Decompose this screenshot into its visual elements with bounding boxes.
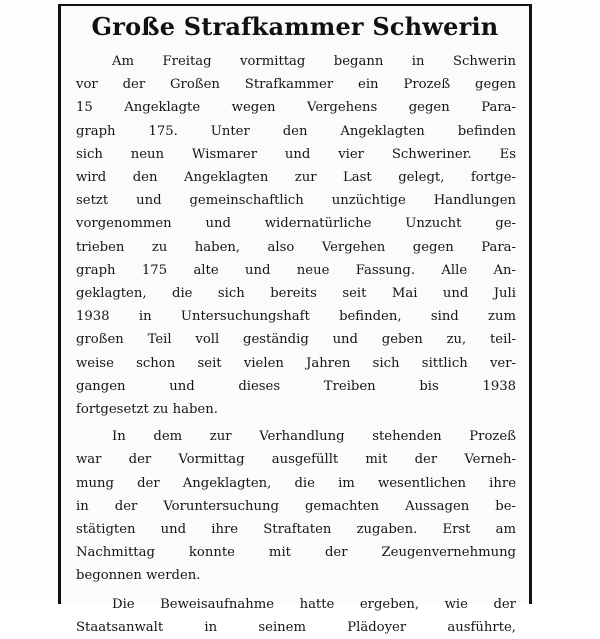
text-line: stätigten und ihre Straftaten zugaben. Erst am [76, 522, 516, 538]
text-line: fortgesetzt zu haben. [76, 402, 218, 418]
text-line: begonnen werden. [76, 568, 201, 584]
article-paragraph-1 [76, 50, 516, 421]
text-line: großen Teil voll geständig und geben zu, teil- [76, 332, 516, 348]
text-line: mung der Angeklagten, die im wesentlichen ihre [76, 475, 516, 491]
text-line: war der Vormittag ausgefüllt mit der Verneh- [76, 452, 516, 468]
text-line: Die Beweisaufnahme hatte ergeben, wie der [112, 596, 516, 612]
text-line: In dem zur Verhandlung stehenden Prozeß [112, 429, 516, 445]
text-line: vor der Großen Strafkammer ein Prozeß gegen [76, 77, 516, 93]
article-body [76, 50, 516, 639]
newspaper-article [64, 4, 526, 635]
text-line: Nachmittag konnte mit der Zeugenvernehmung [76, 545, 516, 561]
text-line: in der Voruntersuchung gemachten Aussagen be- [76, 498, 516, 514]
text-line: setzt und gemeinschaftlich unzüchtige Handlungen [76, 193, 516, 209]
text-line: wird den Angeklagten zur Last gelegt, fortge- [76, 170, 516, 186]
article-headline: Große Strafkammer Schwerin [91, 12, 499, 41]
text-line: graph 175. Unter den Angeklagten befinden [76, 123, 516, 139]
text-line: 15 Angeklagte wegen Vergehens gegen Para- [76, 100, 516, 116]
text-line: 1938 in Untersuchungshaft befinden, sind zum [76, 309, 516, 325]
text-line: sich neun Wismarer und vier Schweriner. Es [76, 146, 516, 162]
text-line: Am Freitag vormittag begann in Schwerin [112, 54, 516, 69]
article-paragraph-3 [76, 593, 516, 639]
text-line: graph 175 alte und neue Fassung. Alle An- [76, 262, 516, 278]
text-line: weise schon seit vielen Jahren sich sittlich ver- [76, 355, 516, 371]
text-line: vorgenommen und widernatürliche Unzucht ge- [76, 216, 516, 232]
text-line: trieben zu haben, also Vergehen gegen Para- [76, 239, 516, 255]
text-line: geklagten, die sich bereits seit Mai und Juli [76, 286, 516, 302]
article-paragraph-2 [76, 425, 516, 587]
text-line: gangen und dieses Treiben bis 1938 [76, 378, 516, 394]
text-line: Staatsanwalt in seinem Plädoyer ausführte, [76, 619, 516, 635]
